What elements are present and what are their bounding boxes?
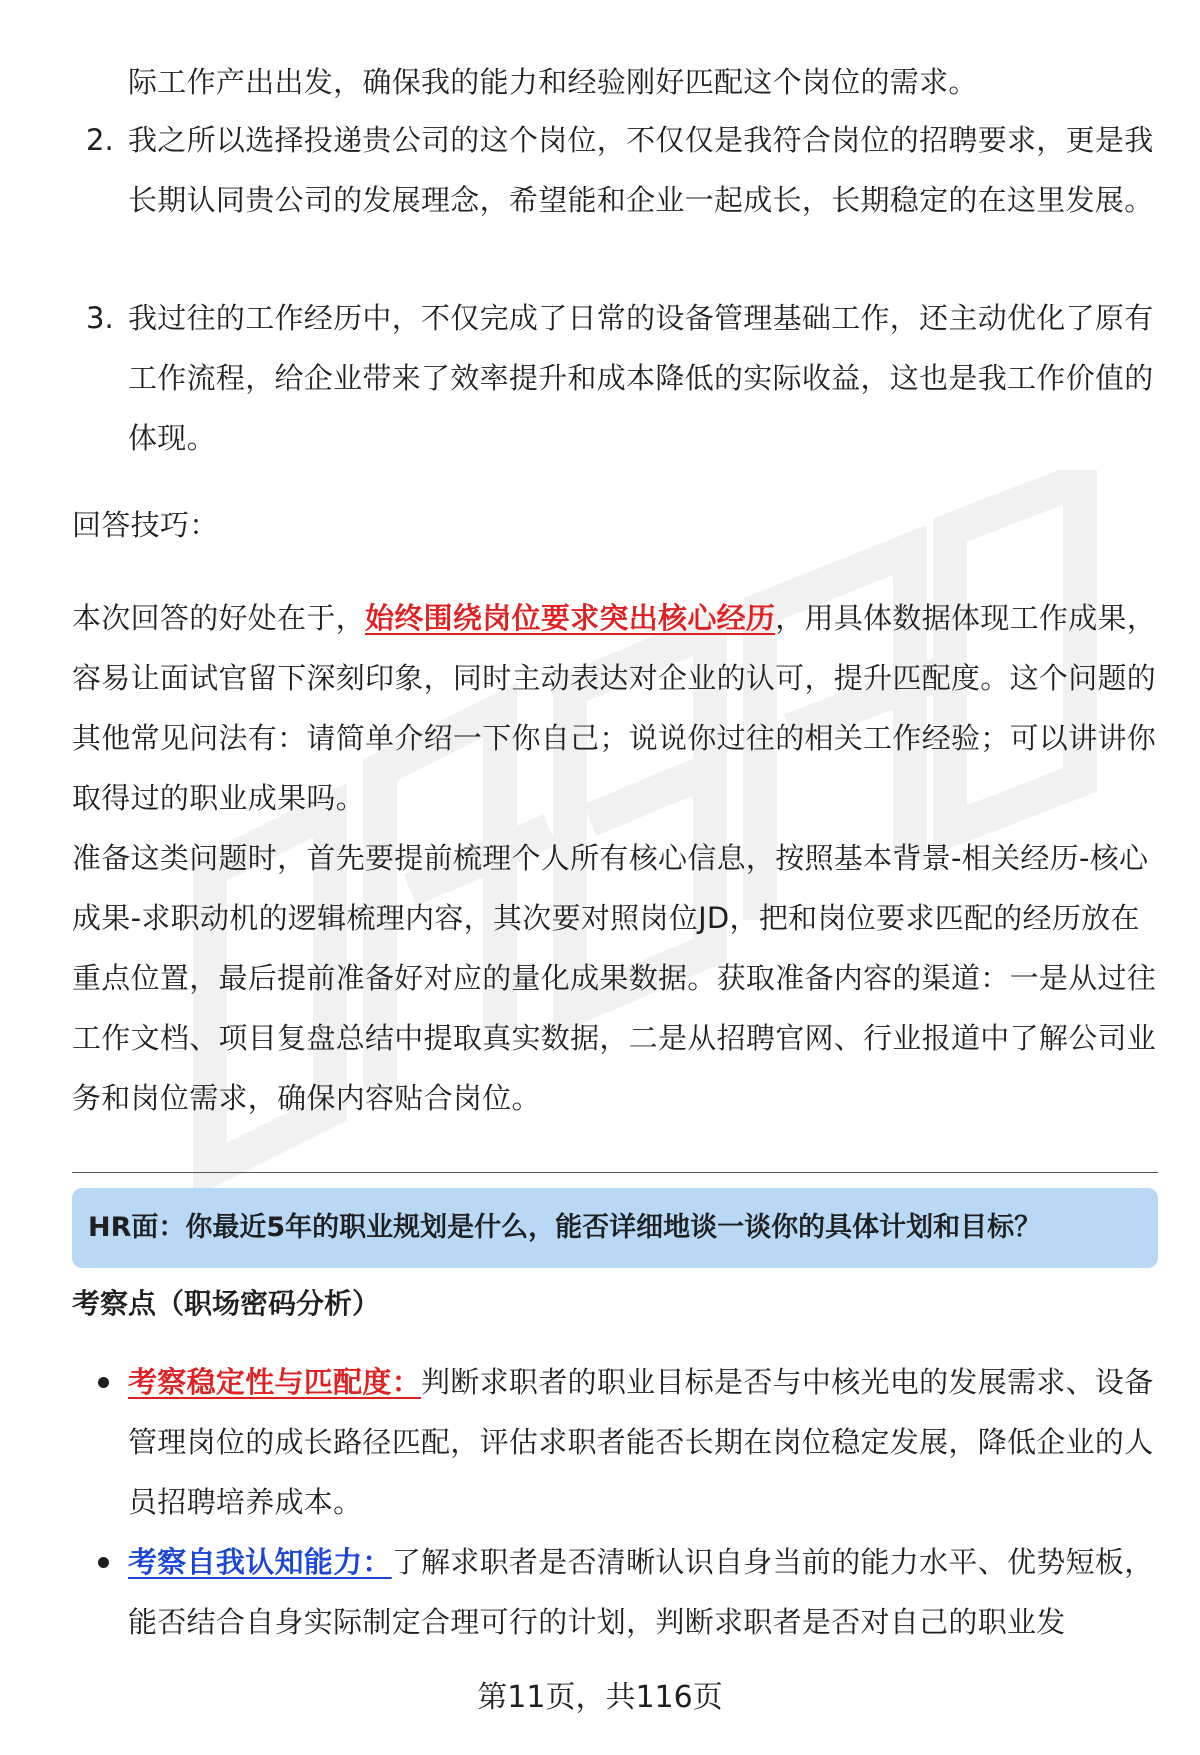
list-item-number: 3. (86, 301, 114, 335)
question-title: HR面：你最近5年的职业规划是什么，能否详细地谈一谈你的具体计划和目标？ (88, 1212, 1042, 1243)
section-divider (72, 1172, 1158, 1173)
tips-highlight: 始终围绕岗位要求突出核心经历 (365, 601, 776, 635)
list-item-number: 2. (86, 123, 114, 157)
bullet-body: 了解求职者是否清晰认识自身当前的能力水平、优势短板，能否结合自身实际制定合理可行的计划，判断求职者是否对自己的职业发 (128, 1545, 1154, 1639)
tips-text-prefix: 本次回答的好处在于， (72, 601, 366, 635)
list-item-1-continuation: 际工作产出出发，确保我的能力和经验刚好匹配这个岗位的需求。 (128, 65, 978, 99)
bullet-dot-icon (98, 1377, 109, 1388)
bullet-text (128, 1532, 1158, 1652)
bullet-text (128, 1352, 1158, 1532)
question-banner (72, 1188, 1158, 1268)
bullet-dot-icon (98, 1557, 109, 1568)
tips-text-suffix: ，用具体数据体现工作成果，容易让面试官留下深刻印象，同时主动表达对企业的认可，提升匹配度。这个问题的其他常见问法有：请简单介绍一下你自己；说说你过往的相关工作经验；可以讲讲你取得过的职业成果吗。 (72, 601, 1157, 815)
bullet-label: 考察自我认知能力： (128, 1545, 392, 1579)
page-number-footer: 第11页，共116页 (477, 1680, 723, 1715)
list-item-text: 我过往的工作经历中，不仅完成了日常的设备管理基础工作，还主动优化了原有工作流程，给企业带来了效率提升和成本降低的实际收益，这也是我工作价值的体现。 (128, 301, 1154, 455)
list-item-text: 我之所以选择投递贵公司的这个岗位，不仅仅是我符合岗位的招聘要求，更是我长期认同贵公司的发展理念，希望能和企业一起成长，长期稳定的在这里发展。 (128, 123, 1154, 217)
bullet-body: 判断求职者的职业目标是否与中核光电的发展需求、设备管理岗位的成长路径匹配，评估求职者能否长期在岗位稳定发展，降低企业的人员招聘培养成本。 (128, 1365, 1154, 1519)
bullet-label: 考察稳定性与匹配度： (128, 1365, 422, 1399)
tips-paragraph-1 (72, 588, 1158, 828)
analysis-heading: 考察点（职场密码分析） (72, 1287, 381, 1320)
tips-heading: 回答技巧： (72, 508, 219, 542)
tips-paragraph-2: 准备这类问题时，首先要提前梳理个人所有核心信息，按照基本背景-相关经历-核心成果-求职动机的逻辑梳理内容，其次要对照岗位JD，把和岗位要求匹配的经历放在重点位置，最后提前准备好对应的量化成果数据。获取准备内容的渠道：一是从过往工作文档、项目复盘总结中提取真实数据，二是从招聘官网、行业报道中了解公司业务和岗位需求，确保内容贴合岗位。 (72, 841, 1157, 1115)
